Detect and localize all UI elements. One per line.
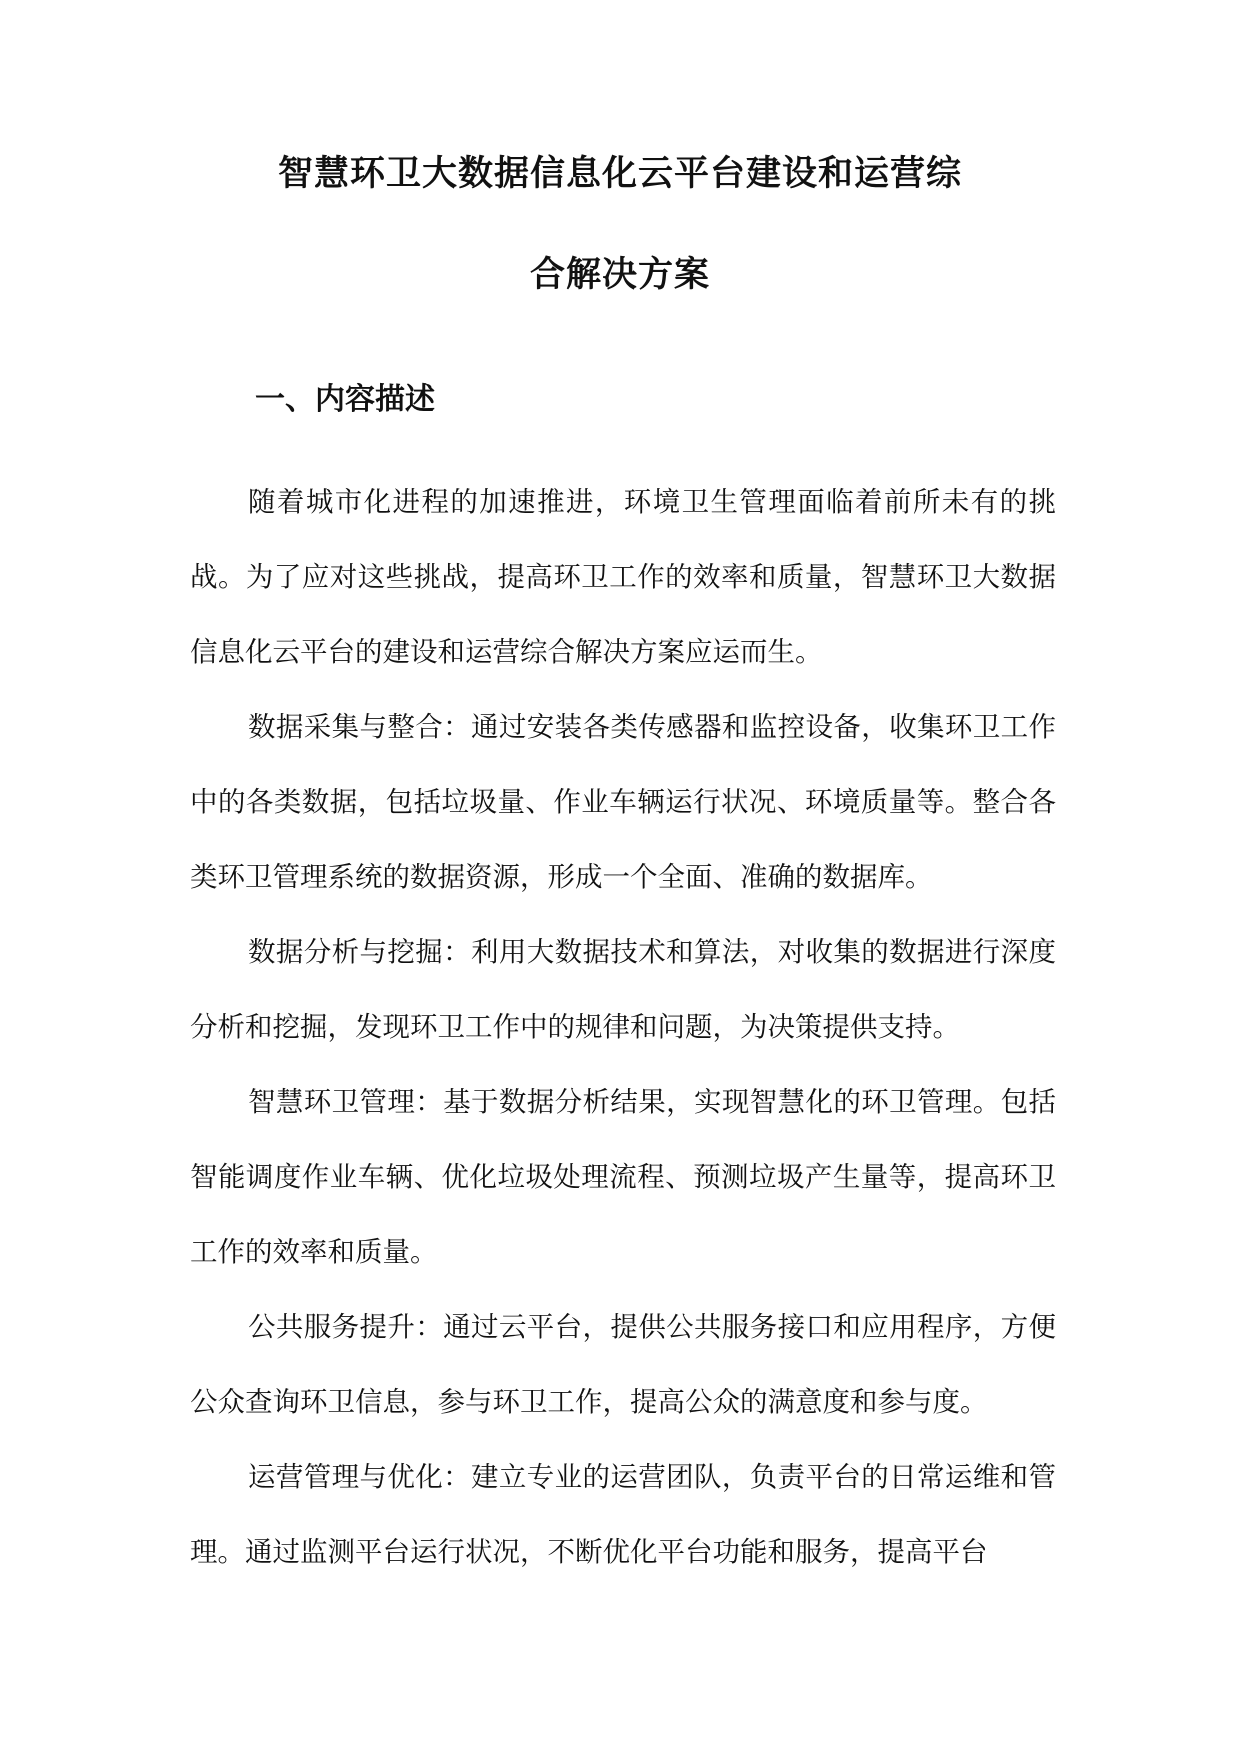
paragraph-data-collection: 数据采集与整合：通过安装各类传感器和监控设备，收集环卫工作中的各类数据，包括垃圾量、作业车辆运行状况、环境质量等。整合各类环卫管理系统的数据资源，形成一个全面、准确的数据库。 [190, 711, 1056, 893]
paragraph-public-service: 公共服务提升：通过云平台，提供公共服务接口和应用程序，方便公众查询环卫信息，参与环卫工作，提高公众的满意度和参与度。 [190, 1311, 1056, 1418]
paragraph-smart-management: 智慧环卫管理：基于数据分析结果，实现智慧化的环卫管理。包括智能调度作业车辆、优化垃圾处理流程、预测垃圾产生量等，提高环卫工作的效率和质量。 [190, 1086, 1056, 1268]
paragraph-data-analysis: 数据分析与挖掘：利用大数据技术和算法，对收集的数据进行深度分析和挖掘，发现环卫工作中的规律和问题，为决策提供支持。 [190, 936, 1056, 1043]
body-text [190, 465, 1056, 1590]
section-heading: 一、内容描述 [255, 382, 435, 417]
paragraph-intro: 随着城市化进程的加速推进，环境卫生管理面临着前所未有的挑战。为了应对这些挑战，提高环卫工作的效率和质量，智慧环卫大数据信息化云平台的建设和运营综合解决方案应运而生。 [190, 486, 1056, 668]
document-title-line-2: 合解决方案 [529, 255, 710, 295]
paragraph-operations: 运营管理与优化：建立专业的运营团队，负责平台的日常运维和管理。通过监测平台运行状况，不断优化平台功能和服务，提高平台 [190, 1461, 1056, 1568]
document-title-line-1: 智慧环卫大数据信息化云平台建设和运营综 [277, 154, 962, 194]
